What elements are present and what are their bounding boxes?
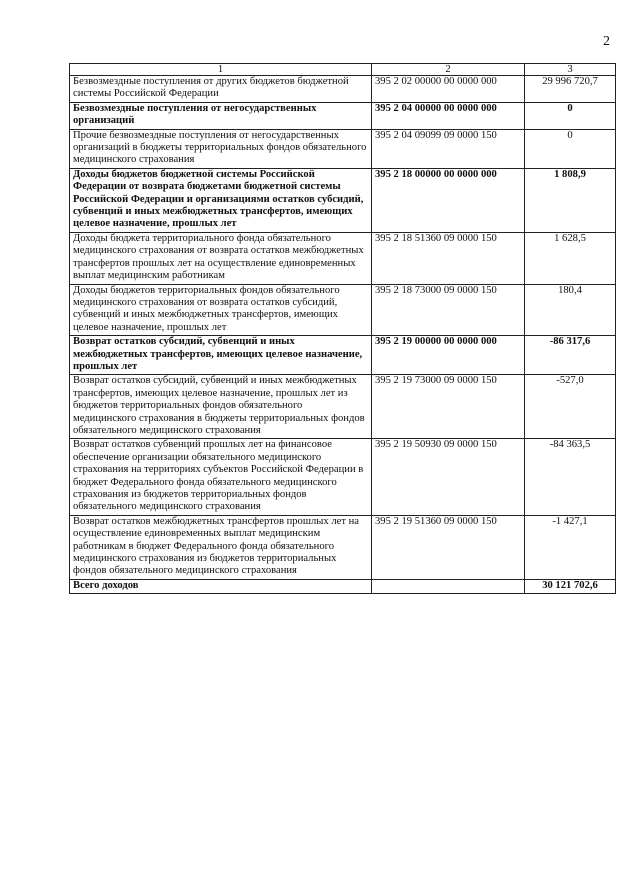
table-header-row [70,64,616,76]
row-name: Безвозмездные поступления от негосударственных организаций [70,102,372,129]
total-amount: 30 121 702,6 [525,579,616,593]
total-label: Всего доходов [70,579,372,593]
row-name: Возврат остатков субсидий, субвенций и иных межбюджетных трансфертов, имеющих целевое назначение, прошлых лет из бюджетов территориальных фондов обязательного медицинского страхования в бюджеты территориальных фондов обязательного медицинского страхования [70,375,372,439]
table-row [70,439,616,515]
revenue-table [69,63,616,594]
table-row [70,168,616,232]
table-row [70,129,616,168]
row-amount: -86 317,6 [525,336,616,375]
row-name: Доходы бюджетов территориальных фондов обязательного медицинского страхования от возврата остатков субсидий, субвенций и иных межбюджетных трансфертов, имеющих целевое назначение, прошлых лет [70,284,372,336]
column-header-1: 1 [70,64,372,76]
row-amount: -527,0 [525,375,616,439]
total-row [70,579,616,593]
row-code: 395 2 19 50930 09 0000 150 [372,439,525,515]
row-name: Безвозмездные поступления от других бюджетов бюджетной системы Российской Федерации [70,76,372,103]
column-header-2: 2 [372,64,525,76]
table-row [70,76,616,103]
row-code: 395 2 04 09099 09 0000 150 [372,129,525,168]
row-name: Возврат остатков субвенций прошлых лет на финансовое обеспечение организации обязательного медицинского страхования на территориях субъектов Российской Федерации в бюджет Федерального фонда обязательного медицинского страхования из бюджетов территориальных фондов обязательного медицинского страхования [70,439,372,515]
total-code [372,579,525,593]
row-code: 395 2 02 00000 00 0000 000 [372,76,525,103]
row-code: 395 2 19 73000 09 0000 150 [372,375,525,439]
row-amount: 1 808,9 [525,168,616,232]
row-name: Прочие безвозмездные поступления от негосударственных организаций в бюджеты территориальных фондов обязательного медицинского страхования [70,129,372,168]
table-row [70,515,616,579]
table-row [70,336,616,375]
table-row [70,375,616,439]
page-number: 2 [603,34,610,49]
column-header-3: 3 [525,64,616,76]
row-amount: 0 [525,129,616,168]
row-name: Доходы бюджетов бюджетной системы Российской Федерации от возврата бюджетами бюджетной системы Российской Федерации и организациями остатков субсидий, субвенций и иных межбюджетных трансфертов, имеющих целевое назначение, прошлых лет [70,168,372,232]
row-code: 395 2 18 73000 09 0000 150 [372,284,525,336]
row-amount: 29 996 720,7 [525,76,616,103]
row-amount: -1 427,1 [525,515,616,579]
row-amount: -84 363,5 [525,439,616,515]
row-code: 395 2 18 00000 00 0000 000 [372,168,525,232]
row-amount: 0 [525,102,616,129]
row-code: 395 2 04 00000 00 0000 000 [372,102,525,129]
table-row [70,284,616,336]
row-amount: 180,4 [525,284,616,336]
row-code: 395 2 18 51360 09 0000 150 [372,232,525,284]
row-name: Возврат остатков межбюджетных трансфертов прошлых лет на осуществление единовременных выплат медицинским работникам в бюджет Федерального фонда обязательного медицинского страхования из бюджетов территориальных фондов обязательного медицинского страхования [70,515,372,579]
row-amount: 1 628,5 [525,232,616,284]
row-code: 395 2 19 00000 00 0000 000 [372,336,525,375]
row-name: Возврат остатков субсидий, субвенций и иных межбюджетных трансфертов, имеющих целевое назначение, прошлых лет [70,336,372,375]
row-code: 395 2 19 51360 09 0000 150 [372,515,525,579]
table-row [70,102,616,129]
table-row [70,232,616,284]
row-name: Доходы бюджета территориального фонда обязательного медицинского страхования от возврата остатков межбюджетных трансфертов прошлых лет на осуществление единовременных выплат медицинским работникам [70,232,372,284]
